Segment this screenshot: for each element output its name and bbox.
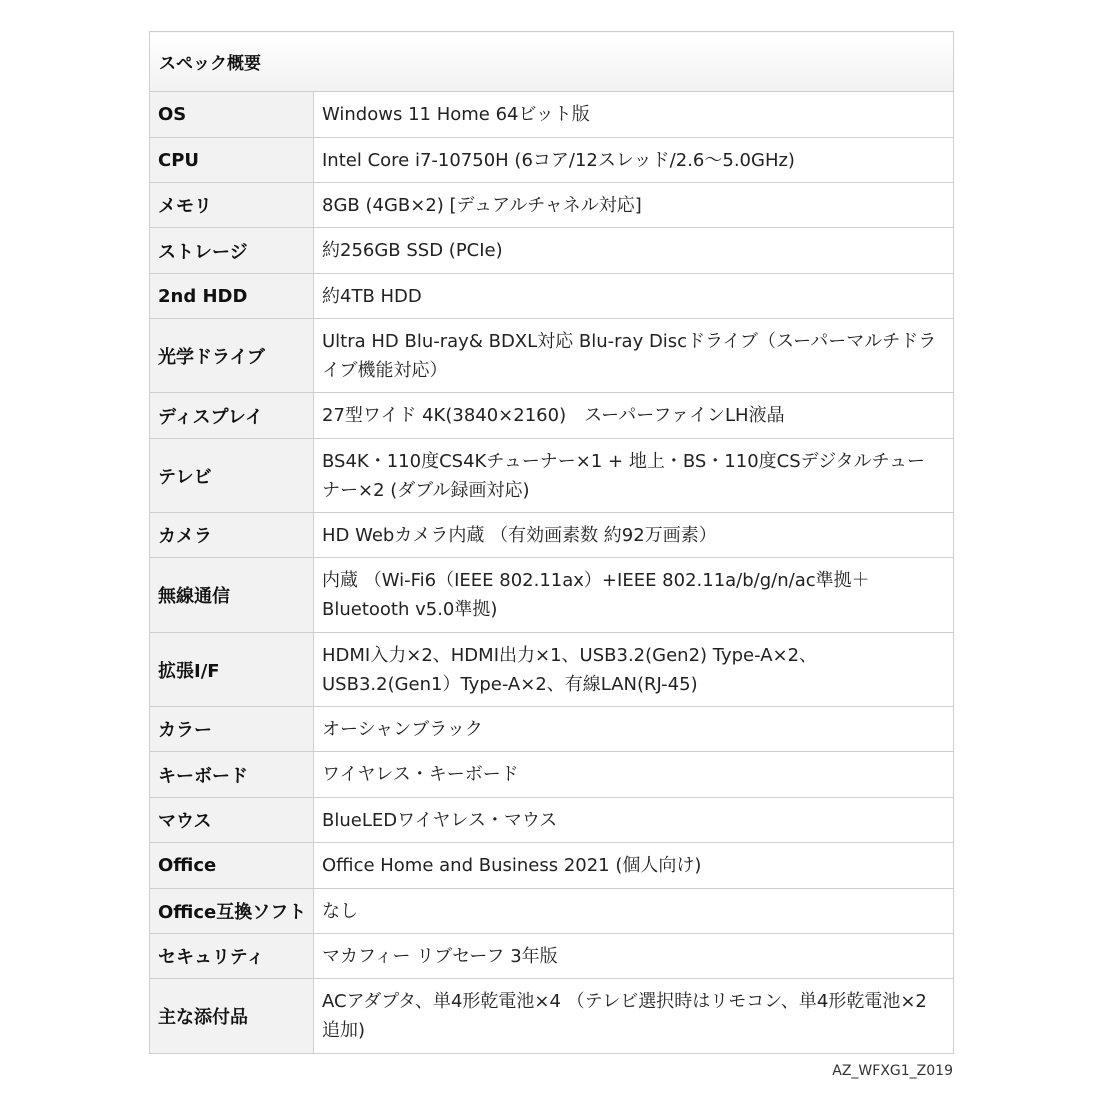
- spec-value: Windows 11 Home 64ビット版: [314, 92, 954, 138]
- spec-label: カメラ: [150, 513, 314, 558]
- spec-label: Office互換ソフト: [150, 889, 314, 934]
- spec-label: 拡張I/F: [150, 633, 314, 707]
- spec-label: ストレージ: [150, 228, 314, 274]
- spec-value: 27型ワイド 4K(3840×2160) スーパーファインLH液晶: [314, 393, 954, 439]
- table-row: [150, 274, 954, 319]
- table-row: [150, 228, 954, 274]
- spec-label: キーボード: [150, 752, 314, 798]
- spec-value: HDMI入力×2、HDMI出力×1、USB3.2(Gen2) Type-A×2、USB3.2(Gen1）Type-A×2、有線LAN(RJ-45): [314, 633, 954, 707]
- spec-value: 内蔵 （Wi-Fi6（IEEE 802.11ax）+IEEE 802.11a/b/g/n/ac準拠＋Bluetooth v5.0準拠): [314, 558, 954, 633]
- table-row: [150, 439, 954, 513]
- spec-label: 2nd HDD: [150, 274, 314, 319]
- table-row: [150, 138, 954, 183]
- spec-value: HD Webカメラ内蔵 （有効画素数 約92万画素）: [314, 513, 954, 558]
- table-row: [150, 752, 954, 798]
- table-body: [150, 92, 954, 1054]
- spec-value: 8GB (4GB×2) [デュアルチャネル対応]: [314, 183, 954, 228]
- spec-value: BS4K・110度CS4Kチューナー×1 + 地上・BS・110度CSデジタルチューナー×2 (ダブル録画対応): [314, 439, 954, 513]
- spec-label: ディスプレイ: [150, 393, 314, 439]
- spec-value: マカフィー リブセーフ 3年版: [314, 934, 954, 979]
- spec-value: なし: [314, 889, 954, 934]
- table-row: [150, 558, 954, 633]
- spec-label: 主な添付品: [150, 979, 314, 1054]
- spec-label: セキュリティ: [150, 934, 314, 979]
- table-row: [150, 319, 954, 393]
- table-row: [150, 934, 954, 979]
- spec-value: Intel Core i7-10750H (6コア/12スレッド/2.6～5.0GHz): [314, 138, 954, 183]
- table-row: [150, 393, 954, 439]
- spec-table: [149, 31, 954, 1054]
- spec-label: マウス: [150, 798, 314, 843]
- spec-label: メモリ: [150, 183, 314, 228]
- table-title: スペック概要: [150, 32, 954, 92]
- spec-label: OS: [150, 92, 314, 138]
- spec-value: Ultra HD Blu-ray& BDXL対応 Blu-ray Discドライブ（スーパーマルチドライブ機能対応）: [314, 319, 954, 393]
- spec-label: テレビ: [150, 439, 314, 513]
- table-row: [150, 707, 954, 752]
- spec-value: オーシャンブラック: [314, 707, 954, 752]
- spec-value: BlueLEDワイヤレス・マウス: [314, 798, 954, 843]
- table-row: [150, 889, 954, 934]
- product-code: AZ_WFXG1_Z019: [832, 1063, 953, 1079]
- table-row: [150, 979, 954, 1054]
- spec-value: ACアダプタ、単4形乾電池×4 （テレビ選択時はリモコン、単4形乾電池×2追加): [314, 979, 954, 1054]
- table-row: [150, 843, 954, 889]
- spec-value: 約256GB SSD (PCIe): [314, 228, 954, 274]
- spec-label: Office: [150, 843, 314, 889]
- table-row: [150, 92, 954, 138]
- spec-value: Office Home and Business 2021 (個人向け): [314, 843, 954, 889]
- spec-label: 光学ドライブ: [150, 319, 314, 393]
- spec-value: ワイヤレス・キーボード: [314, 752, 954, 798]
- spec-label: カラー: [150, 707, 314, 752]
- spec-label: CPU: [150, 138, 314, 183]
- table-row: [150, 798, 954, 843]
- table-row: [150, 183, 954, 228]
- spec-label: 無線通信: [150, 558, 314, 633]
- table-header-row: [150, 32, 954, 92]
- spec-value: 約4TB HDD: [314, 274, 954, 319]
- table-row: [150, 633, 954, 707]
- table-row: [150, 513, 954, 558]
